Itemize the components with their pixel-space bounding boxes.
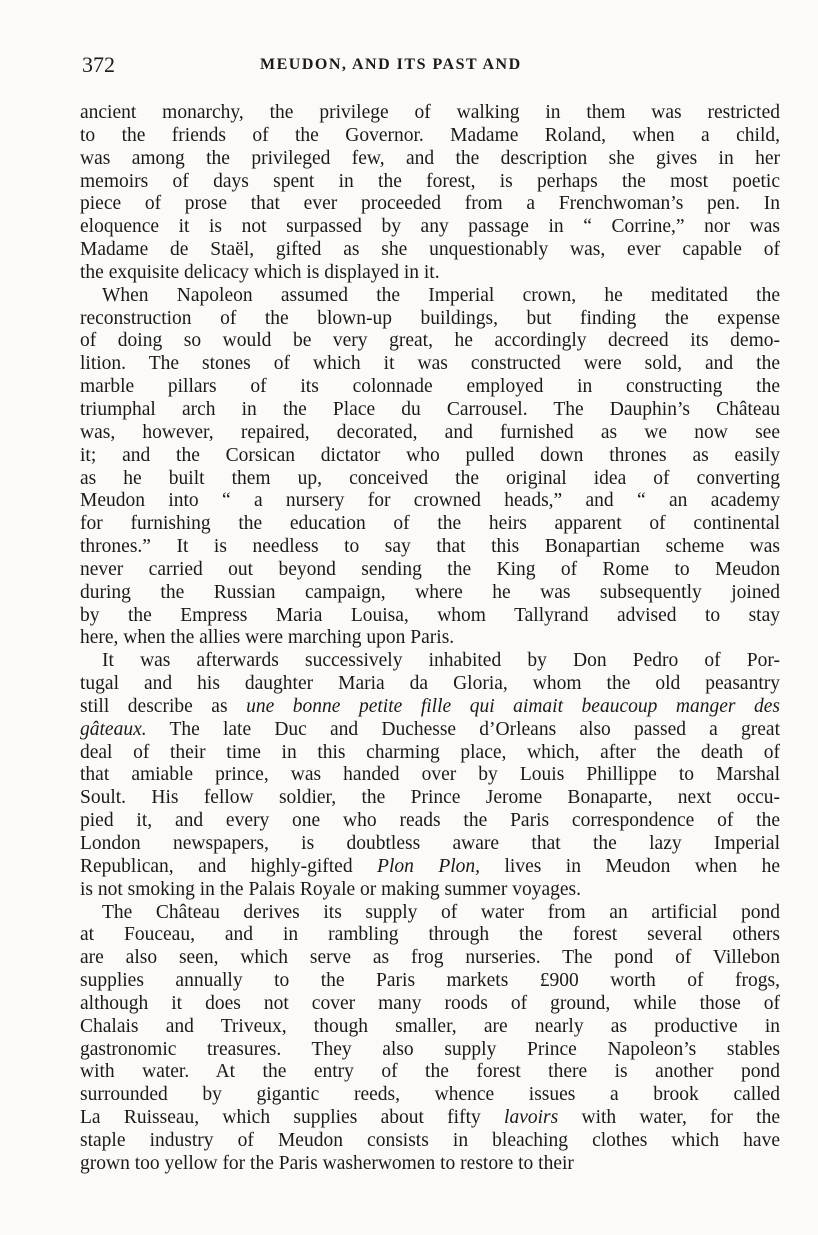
- text-run: are also seen, which serve as frog nurseries. The pond of Villebon: [80, 947, 780, 969]
- text-run: with water, for the: [558, 1107, 780, 1129]
- text-run: ancient monarchy, the privilege of walking in them was restricted: [80, 102, 780, 123]
- text-line: [80, 148, 780, 171]
- italic-text: une bonne petite fille qui aimait beaucoup manger des: [246, 695, 780, 717]
- text-run: pied it, and every one who reads the Paris correspondence of the: [80, 810, 780, 832]
- text-line: [80, 376, 780, 399]
- text-line: [80, 513, 780, 536]
- italic-text: lavoirs: [504, 1107, 559, 1129]
- italic-text: Plon Plon,: [377, 855, 481, 877]
- text-run: here, when the allies were marching upon Paris.: [80, 627, 455, 649]
- text-line: [80, 582, 780, 605]
- text-line: [80, 422, 780, 445]
- text-line: [80, 924, 780, 947]
- text-line: [80, 764, 780, 787]
- text-line: [80, 1084, 780, 1107]
- text-run: lives in Meudon when he: [480, 855, 780, 877]
- text-run: tugal and his daughter Maria da Gloria, whom the old peasantry: [80, 673, 780, 695]
- text-run: by the Empress Maria Louisa, whom Tallyrand advised to stay: [80, 604, 780, 626]
- text-run: The Château derives its supply of water from an artificial pond: [102, 901, 780, 923]
- text-line: [80, 285, 780, 308]
- text-line: [80, 239, 780, 262]
- text-line: [80, 330, 780, 353]
- text-run: Chalais and Triveux, though smaller, are nearly as productive in: [80, 1015, 780, 1037]
- text-run: that amiable prince, was handed over by Louis Phillippe to Marshal: [80, 764, 780, 786]
- text-line: [80, 308, 780, 331]
- text-run: the exquisite delicacy which is displayed in it.: [80, 261, 440, 283]
- text-line: [80, 1130, 780, 1153]
- text-line: [80, 787, 780, 810]
- text-run: memoirs of days spent in the forest, is perhaps the most poetic: [80, 170, 780, 192]
- text-run: piece of prose that ever proceeded from a Frenchwoman’s pen. In: [80, 193, 780, 215]
- text-run: reconstruction of the blown-up buildings, but finding the expense: [80, 307, 780, 329]
- text-run: to the friends of the Governor. Madame Roland, when a child,: [80, 124, 780, 146]
- text-run: was among the privileged few, and the description she gives in her: [80, 147, 780, 169]
- text-line: [80, 102, 780, 125]
- text-line: [80, 216, 780, 239]
- text-run: triumphal arch in the Place du Carrousel. The Dauphin’s Château: [80, 398, 780, 420]
- text-line: [80, 605, 780, 628]
- text-run: surrounded by gigantic reeds, whence issues a brook called: [80, 1084, 780, 1106]
- text-run: Madame de Staël, gifted as she unquestionably was, ever capable of: [80, 239, 780, 261]
- text-line: [80, 468, 780, 491]
- text-line: [80, 399, 780, 422]
- text-line: [80, 627, 780, 650]
- text-run: during the Russian campaign, where he was subsequently joined: [80, 581, 780, 603]
- text-run: it; and the Corsican dictator who pulled down thrones as easily: [80, 444, 780, 466]
- text-run: was, however, repaired, decorated, and furnished as we now see: [80, 421, 780, 443]
- text-line: [80, 1107, 780, 1130]
- text-line: [80, 719, 780, 742]
- text-run: grown too yellow for the Paris washerwomen to restore to their: [80, 1152, 574, 1174]
- text-run: When Napoleon assumed the Imperial crown, he meditated the: [102, 284, 780, 306]
- text-line: [80, 856, 780, 879]
- text-run: It was afterwards successively inhabited by Don Pedro of Por-: [102, 650, 780, 672]
- text-run: as he built them up, conceived the original idea of converting: [80, 467, 780, 489]
- body-text: [80, 102, 780, 1176]
- text-run: staple industry of Meudon consists in bleaching clothes which have: [80, 1129, 780, 1151]
- italic-text: gâteaux.: [80, 718, 147, 740]
- text-line: [80, 742, 780, 765]
- text-run: for furnishing the education of the heirs apparent of continental: [80, 513, 780, 535]
- text-line: [80, 650, 780, 673]
- text-line: [80, 1039, 780, 1062]
- text-run: is not smoking in the Palais Royale or making summer voyages.: [80, 878, 581, 900]
- text-line: [80, 353, 780, 376]
- text-run: with water. At the entry of the forest there is another pond: [80, 1061, 780, 1083]
- text-run: eloquence it is not surpassed by any passage in “ Corrine,” nor was: [80, 216, 780, 238]
- text-line: [80, 1016, 780, 1039]
- paragraph: [80, 650, 780, 901]
- text-line: [80, 810, 780, 833]
- text-line: [80, 947, 780, 970]
- text-line: [80, 833, 780, 856]
- text-run: at Fouceau, and in rambling through the forest several others: [80, 924, 780, 946]
- text-line: [80, 559, 780, 582]
- text-run: gastronomic treasures. They also supply Prince Napoleon’s stables: [80, 1038, 780, 1060]
- text-run: of doing so would be very great, he accordingly decreed its demo-: [80, 330, 780, 352]
- running-head: MEUDON, AND ITS PAST AND: [260, 56, 522, 73]
- text-run: lition. The stones of which it was constructed were sold, and the: [80, 353, 780, 375]
- text-run: Soult. His fellow soldier, the Prince Jerome Bonaparte, next occu-: [80, 787, 780, 809]
- text-run: deal of their time in this charming place, which, after the death of: [80, 741, 780, 763]
- paragraph: [80, 102, 780, 285]
- text-line: [80, 993, 780, 1016]
- text-run: thrones.” It is needless to say that this Bonapartian scheme was: [80, 536, 780, 558]
- text-run: supplies annually to the Paris markets £900 worth of frogs,: [80, 970, 780, 992]
- text-run: still describe as: [80, 695, 247, 717]
- paragraph: [80, 902, 780, 1176]
- text-line: [80, 536, 780, 559]
- text-line: [80, 879, 780, 902]
- text-run: marble pillars of its colonnade employed in constructing the: [80, 376, 780, 398]
- text-run: Meudon into “ a nursery for crowned heads,” and “ an academy: [80, 490, 780, 512]
- text-line: [80, 902, 780, 925]
- page-header: [82, 52, 782, 82]
- text-line: [80, 970, 780, 993]
- text-line: [80, 696, 780, 719]
- text-run: never carried out beyond sending the King of Rome to Meudon: [80, 558, 780, 580]
- text-line: [80, 673, 780, 696]
- text-line: [80, 171, 780, 194]
- text-run: La Ruisseau, which supplies about fifty: [80, 1107, 505, 1129]
- text-line: [80, 193, 780, 216]
- page-number: 372: [82, 52, 115, 77]
- text-line: [80, 490, 780, 513]
- text-line: [80, 262, 780, 285]
- text-run: The late Duc and Duchesse d’Orleans also passed a great: [146, 718, 780, 740]
- text-line: [80, 125, 780, 148]
- text-line: [80, 1153, 780, 1176]
- text-line: [80, 445, 780, 468]
- text-line: [80, 1061, 780, 1084]
- text-run: London newspapers, is doubtless aware that the lazy Imperial: [80, 833, 780, 854]
- paragraph: [80, 285, 780, 651]
- text-run: Republican, and highly-gifted: [80, 855, 378, 877]
- text-run: although it does not cover many roods of ground, while those of: [80, 992, 780, 1014]
